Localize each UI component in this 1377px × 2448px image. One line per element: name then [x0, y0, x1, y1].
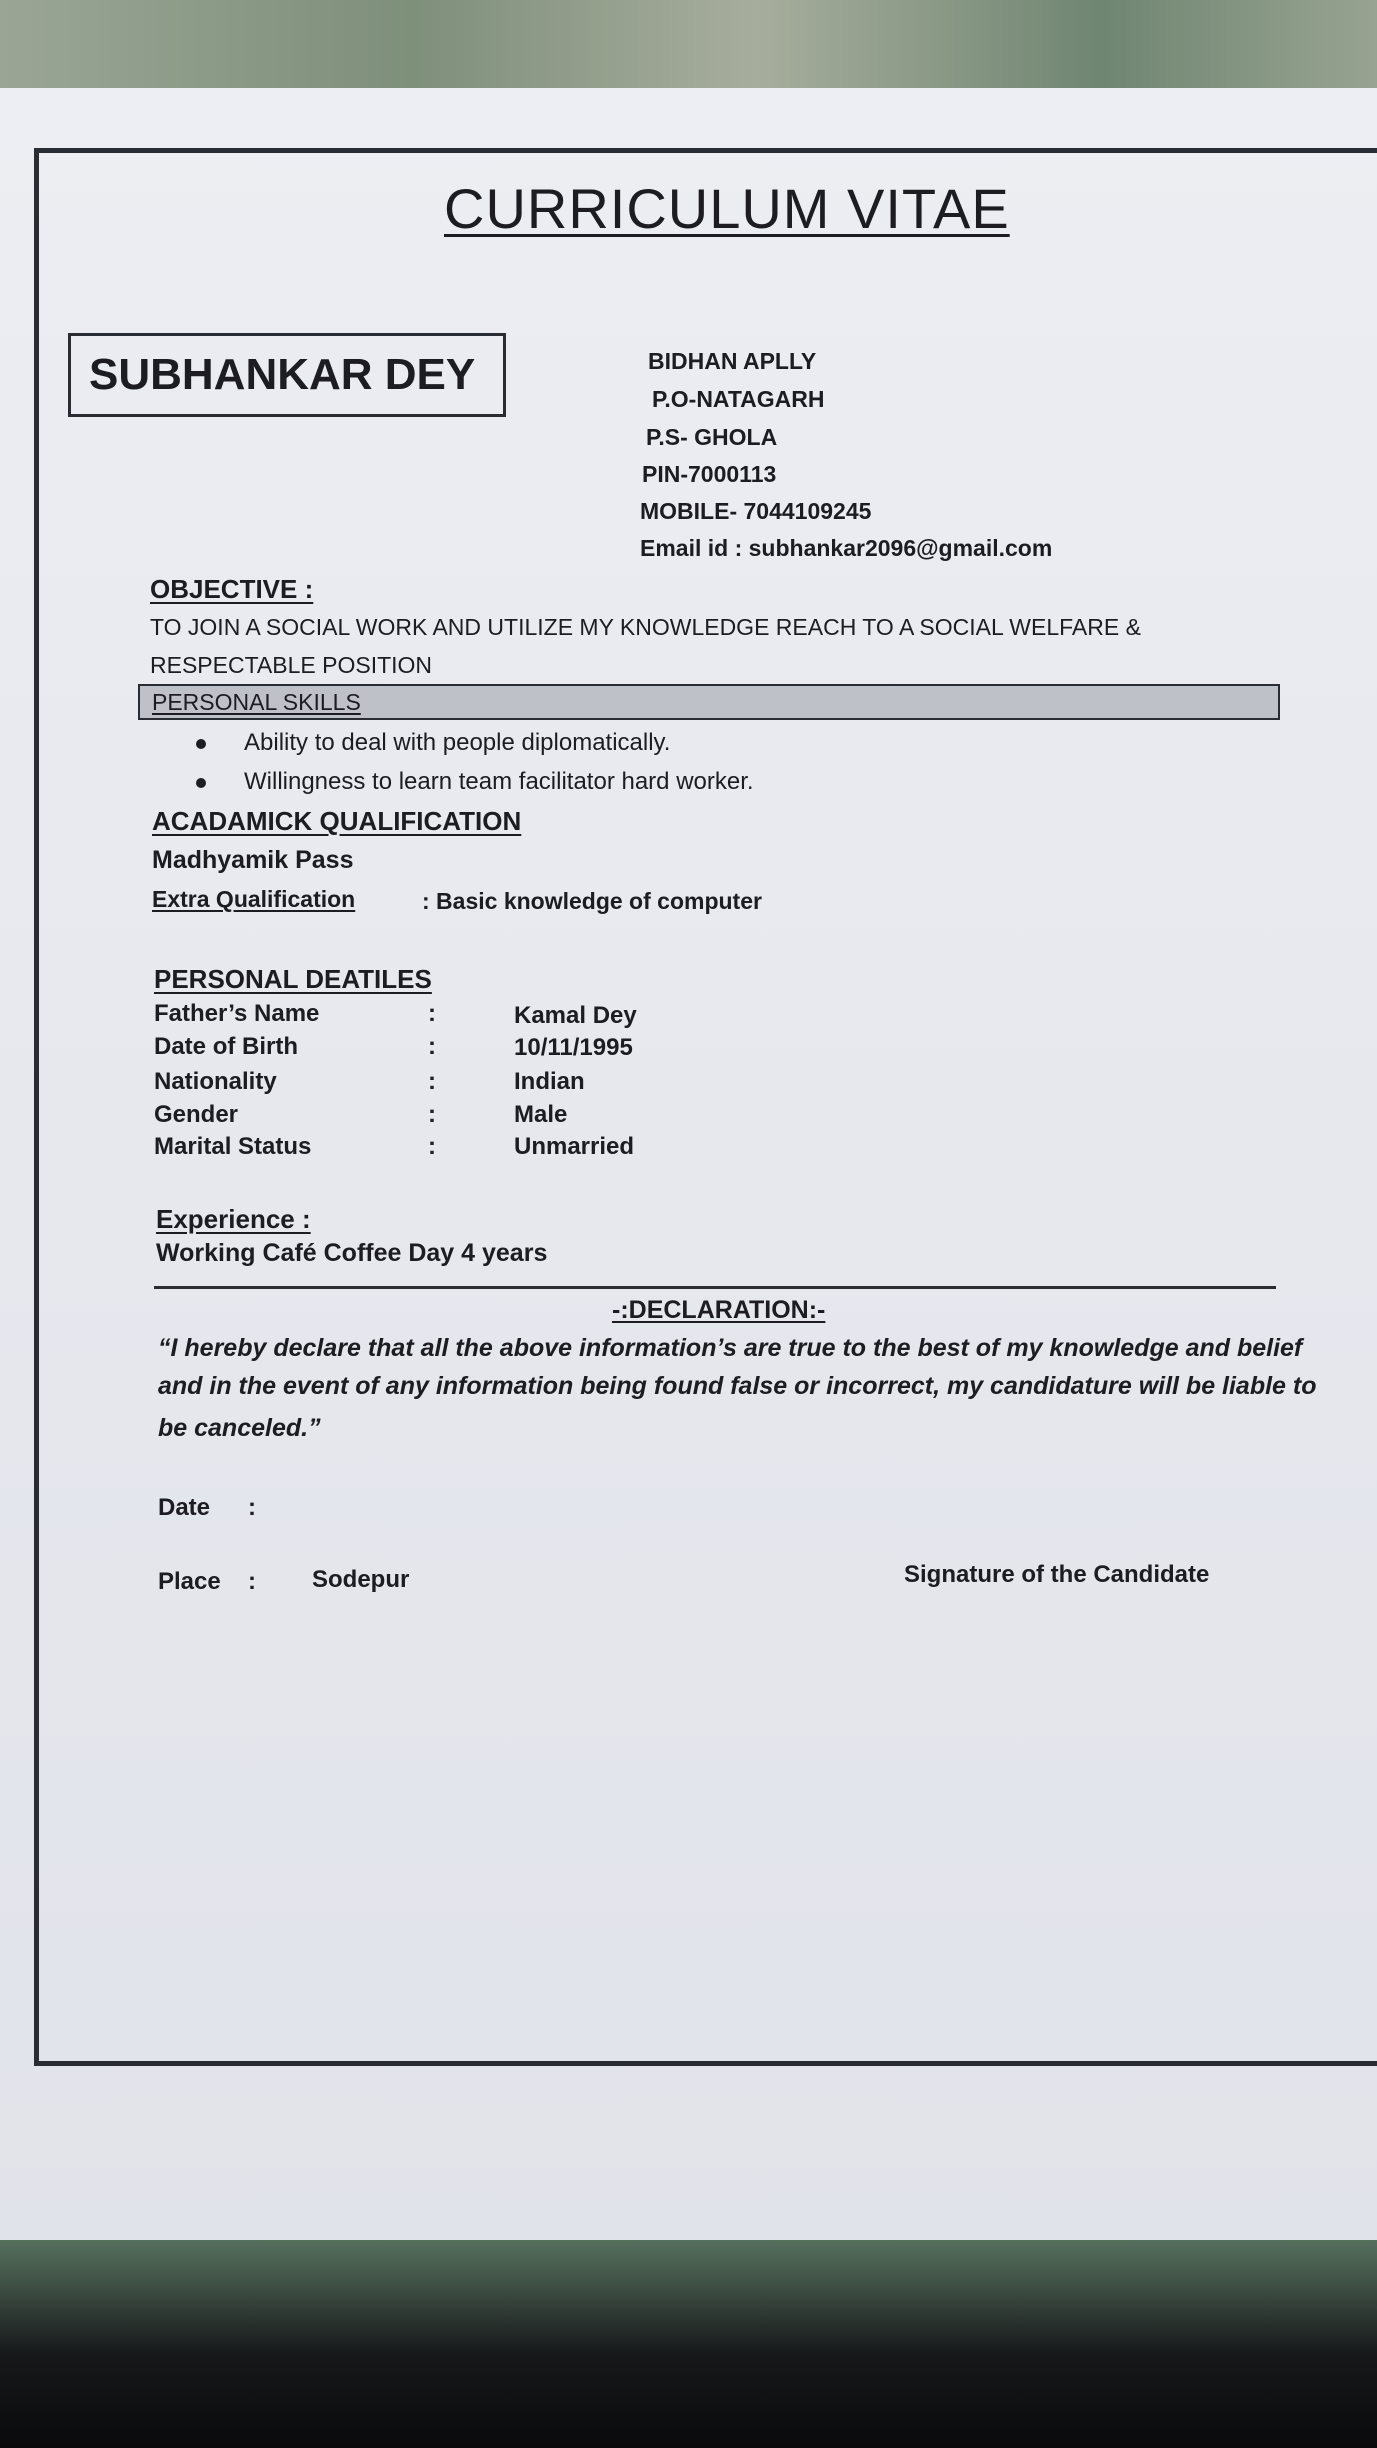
declaration-line3: be canceled.” [158, 1414, 321, 1442]
extra-qualification-value: : Basic knowledge of computer [422, 888, 762, 914]
bullet-icon [196, 739, 206, 749]
address-mobile: MOBILE- 7044109245 [640, 498, 872, 524]
address-line2: P.O-NATAGARH [652, 386, 825, 412]
skill-text: Willingness to learn team facilitator hard worker. [244, 768, 754, 795]
detail-value: Kamal Dey [514, 1002, 637, 1029]
background-bottom [0, 2240, 1377, 2448]
experience-heading: Experience : [156, 1204, 311, 1234]
address-line3: P.S- GHOLA [646, 424, 778, 450]
declaration-line2: and in the event of any information being found false or incorrect, my candidature will be liable to [158, 1372, 1317, 1400]
detail-separator: : [428, 1000, 436, 1027]
objective-line2: RESPECTABLE POSITION [150, 652, 433, 678]
personal-heading: PERSONAL DEATILES [154, 964, 432, 994]
address-pin: PIN-7000113 [642, 461, 777, 487]
place-value: Sodepur [312, 1566, 410, 1593]
document-title: CURRICULUM VITAE [444, 177, 1010, 240]
academic-value: Madhyamik Pass [152, 846, 354, 874]
divider [154, 1286, 1276, 1289]
detail-value: 10/11/1995 [514, 1034, 633, 1061]
experience-value: Working Café Coffee Day 4 years [156, 1239, 548, 1267]
detail-label: Marital Status [154, 1133, 312, 1160]
skills-heading: PERSONAL SKILLS [138, 684, 1280, 720]
address-email: Email id : subhankar2096@gmail.com [640, 535, 1053, 561]
detail-value: Indian [514, 1068, 585, 1095]
detail-value: Male [514, 1101, 568, 1128]
academic-heading: ACADAMICK QUALIFICATION [152, 806, 522, 836]
place-label: Place [158, 1568, 221, 1595]
detail-separator: : [428, 1033, 436, 1060]
bullet-icon [196, 778, 206, 788]
background-top [0, 0, 1377, 90]
list-item [196, 768, 754, 796]
objective-heading: OBJECTIVE : [150, 574, 314, 604]
declaration-line1: “I hereby declare that all the above information’s are true to the best of my knowledge and belief [158, 1334, 1303, 1362]
objective-line1: TO JOIN A SOCIAL WORK AND UTILIZE MY KNOWLEDGE REACH TO A SOCIAL WELFARE & [150, 614, 1141, 640]
declaration-heading: -:DECLARATION:- [612, 1296, 826, 1324]
detail-separator: : [428, 1068, 436, 1095]
detail-value: Unmarried [514, 1133, 635, 1160]
candidate-name: SUBHANKAR DEY [68, 333, 506, 417]
detail-label: Gender [154, 1101, 239, 1128]
detail-label: Date of Birth [154, 1033, 298, 1060]
detail-label: Nationality [154, 1068, 277, 1095]
detail-separator: : [428, 1101, 436, 1128]
detail-separator: : [428, 1133, 436, 1160]
address-line1: BIDHAN APLLY [648, 348, 817, 374]
signature-label: Signature of the Candidate [904, 1561, 1210, 1588]
skill-text: Ability to deal with people diplomatically. [244, 729, 671, 756]
place-separator: : [248, 1568, 256, 1595]
extra-qualification-label: Extra Qualification [152, 886, 356, 912]
date-label: Date [158, 1494, 211, 1521]
detail-label: Father’s Name [154, 1000, 320, 1027]
date-separator: : [248, 1494, 256, 1521]
list-item [196, 729, 670, 757]
